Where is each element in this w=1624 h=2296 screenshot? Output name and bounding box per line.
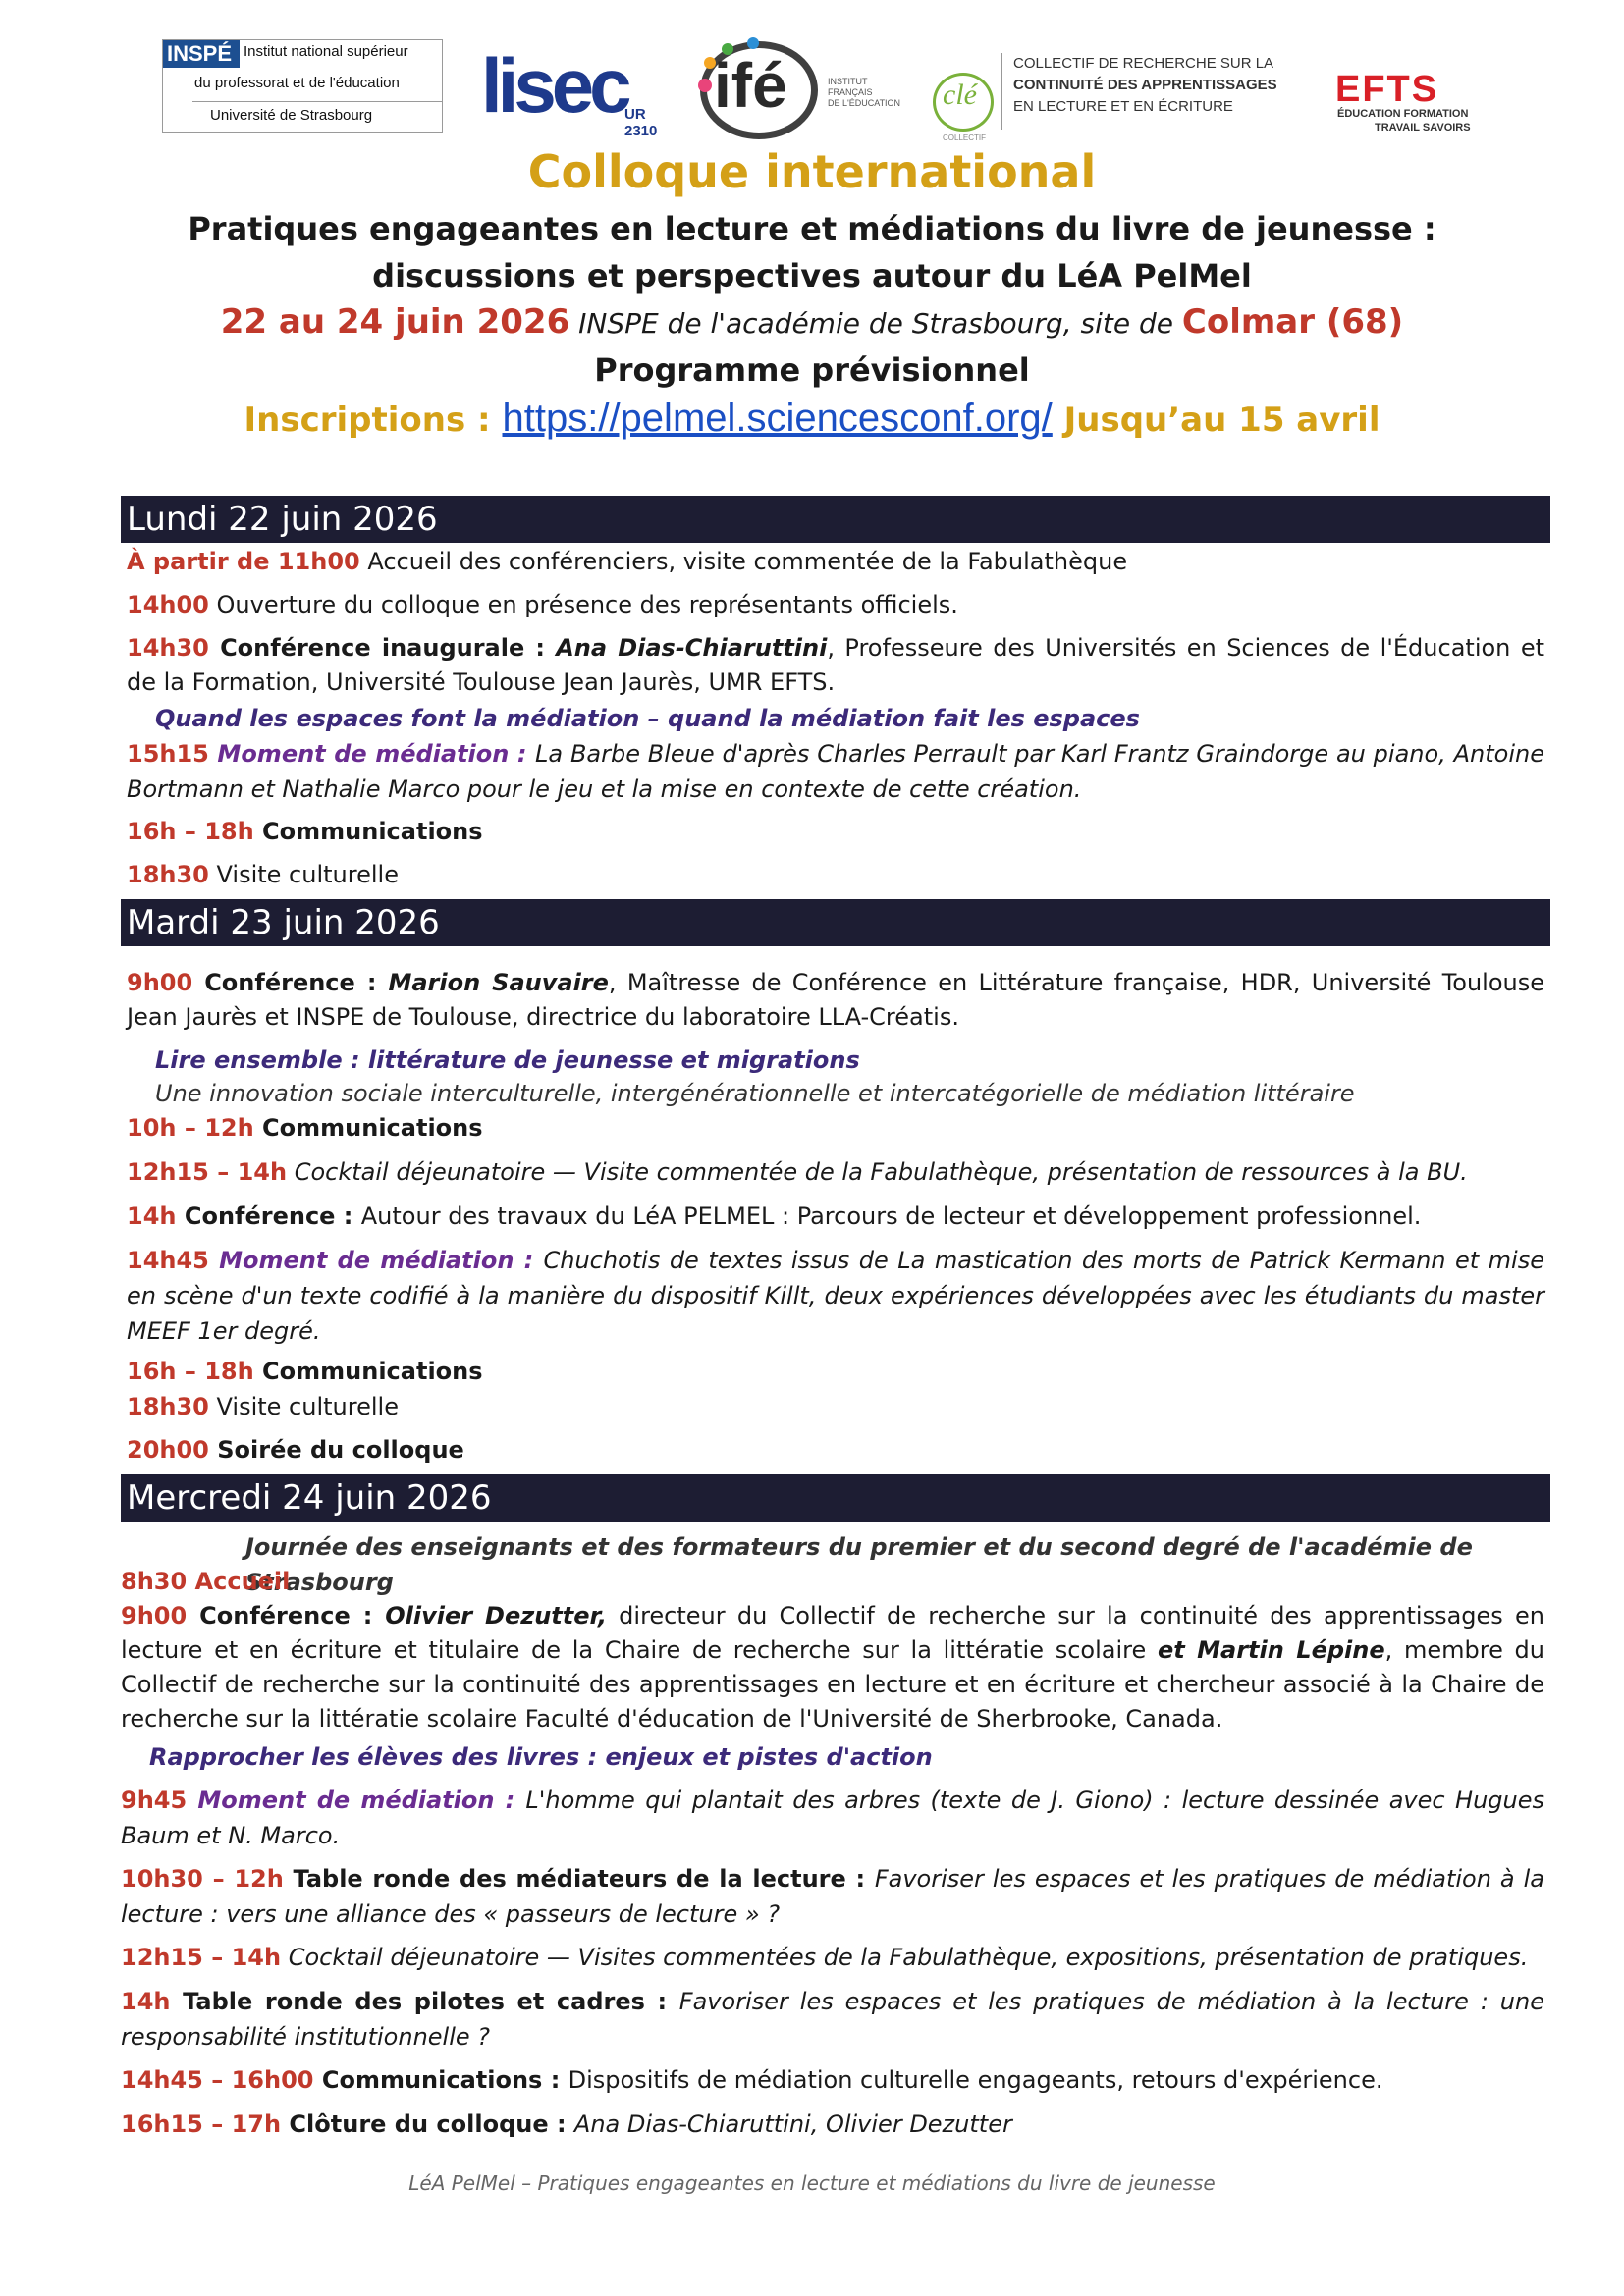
- theme-wednesday: Rapprocher les élèves des livres : enjeux et pistes d'action: [149, 1743, 933, 1771]
- program-line: 8h30 Accueil: [121, 1568, 291, 1595]
- program-line: 10h – 12h Communications: [127, 1114, 483, 1142]
- program-line: 20h00 Soirée du colloque: [127, 1436, 464, 1464]
- ife-logo: [692, 35, 918, 143]
- page-title: Colloque international: [527, 145, 1097, 198]
- ife-word: ifé: [714, 50, 787, 121]
- program-line: 14h45 Moment de médiation : Chuchotis de textes issus de La mastication des morts de Patrick Kermann et mise en scène d'un texte codifié à la manière du dispositif Killt, deux expériences développées avec les étudiants du master MEEF 1er degré.: [127, 1247, 1544, 1345]
- page-footer: LéA PelMel – Pratiques engageantes en lecture et médiations du livre de jeunesse: [408, 2171, 1216, 2195]
- theme-tuesday: Lire ensemble : littérature de jeunesse et migrations: [155, 1046, 860, 1074]
- subtitle-line1: Pratiques engageantes en lecture et médiations du livre de jeunesse :: [188, 210, 1436, 247]
- program-line: 9h00 Conférence : Olivier Dezutter, directeur du Collectif de recherche sur la continuité des apprentissages en lecture et en écriture et titulaire de la Chaire de recherche sur la littératie scolaire et Martin Lépine, membre du Collectif de recherche sur la continuité des apprentissages en lecture et en écriture et chercheur associé à la Chaire de recherche sur la littératie scolaire Faculté d'éducation de l'Université de Sherbrooke, Canada.: [121, 1602, 1544, 1733]
- program-line: 16h15 – 17h Clôture du colloque : Ana Dias-Chiaruttini, Olivier Dezutter: [121, 2110, 1012, 2138]
- program-line: 14h30 Conférence inaugurale : Ana Dias-Chiaruttini, Professeure des Universités en Sciences de l'Éducation et de la Formation, Université Toulouse Jean Jaurès, UMR EFTS.: [127, 634, 1544, 696]
- cle-mark-text: clé: [943, 79, 977, 111]
- program-line: 15h15 Moment de médiation : La Barbe Bleue d'après Charles Perrault par Karl Frantz Graindorge au piano, Antoine Bortmann et Nathalie Marco pour le jeu et la mise en contexte de cette création.: [127, 740, 1544, 803]
- program-line: 14h Table ronde des pilotes et cadres : Favoriser les espaces et les pratiques de médiation à la lecture : une responsabilité institutionnelle ?: [121, 1988, 1544, 2051]
- theme-monday: Quand les espaces font la médiation – quand la médiation fait les espaces: [155, 705, 1140, 732]
- inspe-divider: [192, 101, 442, 102]
- program-line: 16h – 18h Communications: [127, 818, 483, 845]
- lisec-word: lisec: [481, 42, 627, 129]
- programme-title: Programme prévisionnel: [594, 351, 1030, 389]
- cle-divider: [1001, 53, 1002, 130]
- efts-sub1: ÉDUCATION FORMATION: [1337, 108, 1469, 120]
- program-line: 9h45 Moment de médiation : L'homme qui plantait des arbres (texte de J. Giono) : lecture dessinée avec Hugues Baum et N. Marco.: [121, 1787, 1545, 1849]
- program-line: 14h Conférence : Autour des travaux du LéA PELMEL : Parcours de lecteur et développement professionnel.: [127, 1202, 1422, 1230]
- registration-link[interactable]: https://pelmel.sciencesconf.org/: [502, 397, 1053, 440]
- inspe-line3: Université de Strasbourg: [210, 107, 373, 124]
- efts-word: EFTS: [1335, 69, 1439, 110]
- program-line: 14h00 Ouverture du colloque en présence des représentants officiels.: [127, 591, 958, 618]
- day-header-monday: Lundi 22 juin 2026: [121, 496, 1550, 543]
- cle-line1: COLLECTIF DE RECHERCHE SUR LA: [1013, 55, 1274, 72]
- program-line: 18h30 Visite culturelle: [127, 861, 399, 888]
- efts-sub2: TRAVAIL SAVOIRS: [1375, 122, 1471, 133]
- inspe-line2: du professorat et de l'éducation: [194, 75, 400, 91]
- cle-line2: CONTINUITÉ DES APPRENTISSAGES: [1013, 77, 1277, 93]
- dates-line: [0, 302, 1624, 342]
- dates: 22 au 24 juin 2026: [220, 302, 570, 342]
- wednesday-intro: Journée des enseignants et des formateurs du premier et du second degré de l'académie de Strasbourg: [245, 1533, 1473, 1596]
- program-line: 12h15 – 14h Cocktail déjeunatoire — Visites commentées de la Fabulathèque, expositions, présentation de pratiques.: [121, 1944, 1529, 1971]
- lisec-logo: [481, 41, 677, 139]
- program-line: 9h00 Conférence : Marion Sauvaire, Maîtresse de Conférence en Littérature française, HDR, Université Toulouse Jean Jaurès et INSPE de Toulouse, directrice du laboratoire LLA-Créatis.: [127, 969, 1544, 1031]
- program-line: 16h – 18h Communications: [127, 1358, 483, 1385]
- venue: INSPE de l'académie de Strasbourg, site de: [569, 307, 1182, 340]
- cle-collectif: COLLECTIF: [943, 133, 987, 142]
- inspe-badge: INSPÉ: [163, 40, 240, 68]
- inspe-line1: Institut national supérieur: [244, 43, 408, 60]
- cle-logo: [933, 53, 1306, 141]
- program-line: 14h45 – 16h00 Communications : Dispositifs de médiation culturelle engageants, retours d'expérience.: [121, 2066, 1383, 2094]
- day-header-tuesday: Mardi 23 juin 2026: [121, 899, 1550, 946]
- cle-line3: EN LECTURE ET EN ÉCRITURE: [1013, 98, 1233, 115]
- inspe-logo: [162, 39, 443, 133]
- efts-logo: [1335, 69, 1483, 137]
- theme-tuesday-sub: Une innovation sociale interculturelle, intergénérationnelle et intercatégorielle de médiation littéraire: [155, 1080, 1355, 1107]
- program-line: 12h15 – 14h Cocktail déjeunatoire — Visite commentée de la Fabulathèque, présentation de ressources à la BU.: [127, 1158, 1468, 1186]
- deadline: Jusqu’au 15 avril: [1052, 400, 1380, 440]
- inscriptions-label: Inscriptions :: [244, 400, 503, 440]
- program-line: 18h30 Visite culturelle: [127, 1393, 399, 1420]
- day-header-wednesday: Mercredi 24 juin 2026: [121, 1474, 1550, 1522]
- ife-caption: INSTITUT FRANÇAIS DE L'ÉDUCATION: [828, 77, 901, 108]
- inscriptions-line: [0, 397, 1624, 441]
- program-line: À partir de 11h00 Accueil des conférenciers, visite commentée de la Fabulathèque: [127, 548, 1128, 575]
- city: Colmar (68): [1181, 302, 1404, 342]
- ife-dot-pink: [698, 79, 712, 92]
- subtitle-line2: discussions et perspectives autour du LéA PelMel: [372, 257, 1252, 294]
- lisec-ur: UR 2310: [624, 106, 658, 139]
- program-line: 10h30 – 12h Table ronde des médiateurs de la lecture : Favoriser les espaces et les pratiques de médiation à la lecture : vers une alliance des « passeurs de lecture » ?: [121, 1865, 1545, 1928]
- ife-dot-blue: [747, 37, 759, 49]
